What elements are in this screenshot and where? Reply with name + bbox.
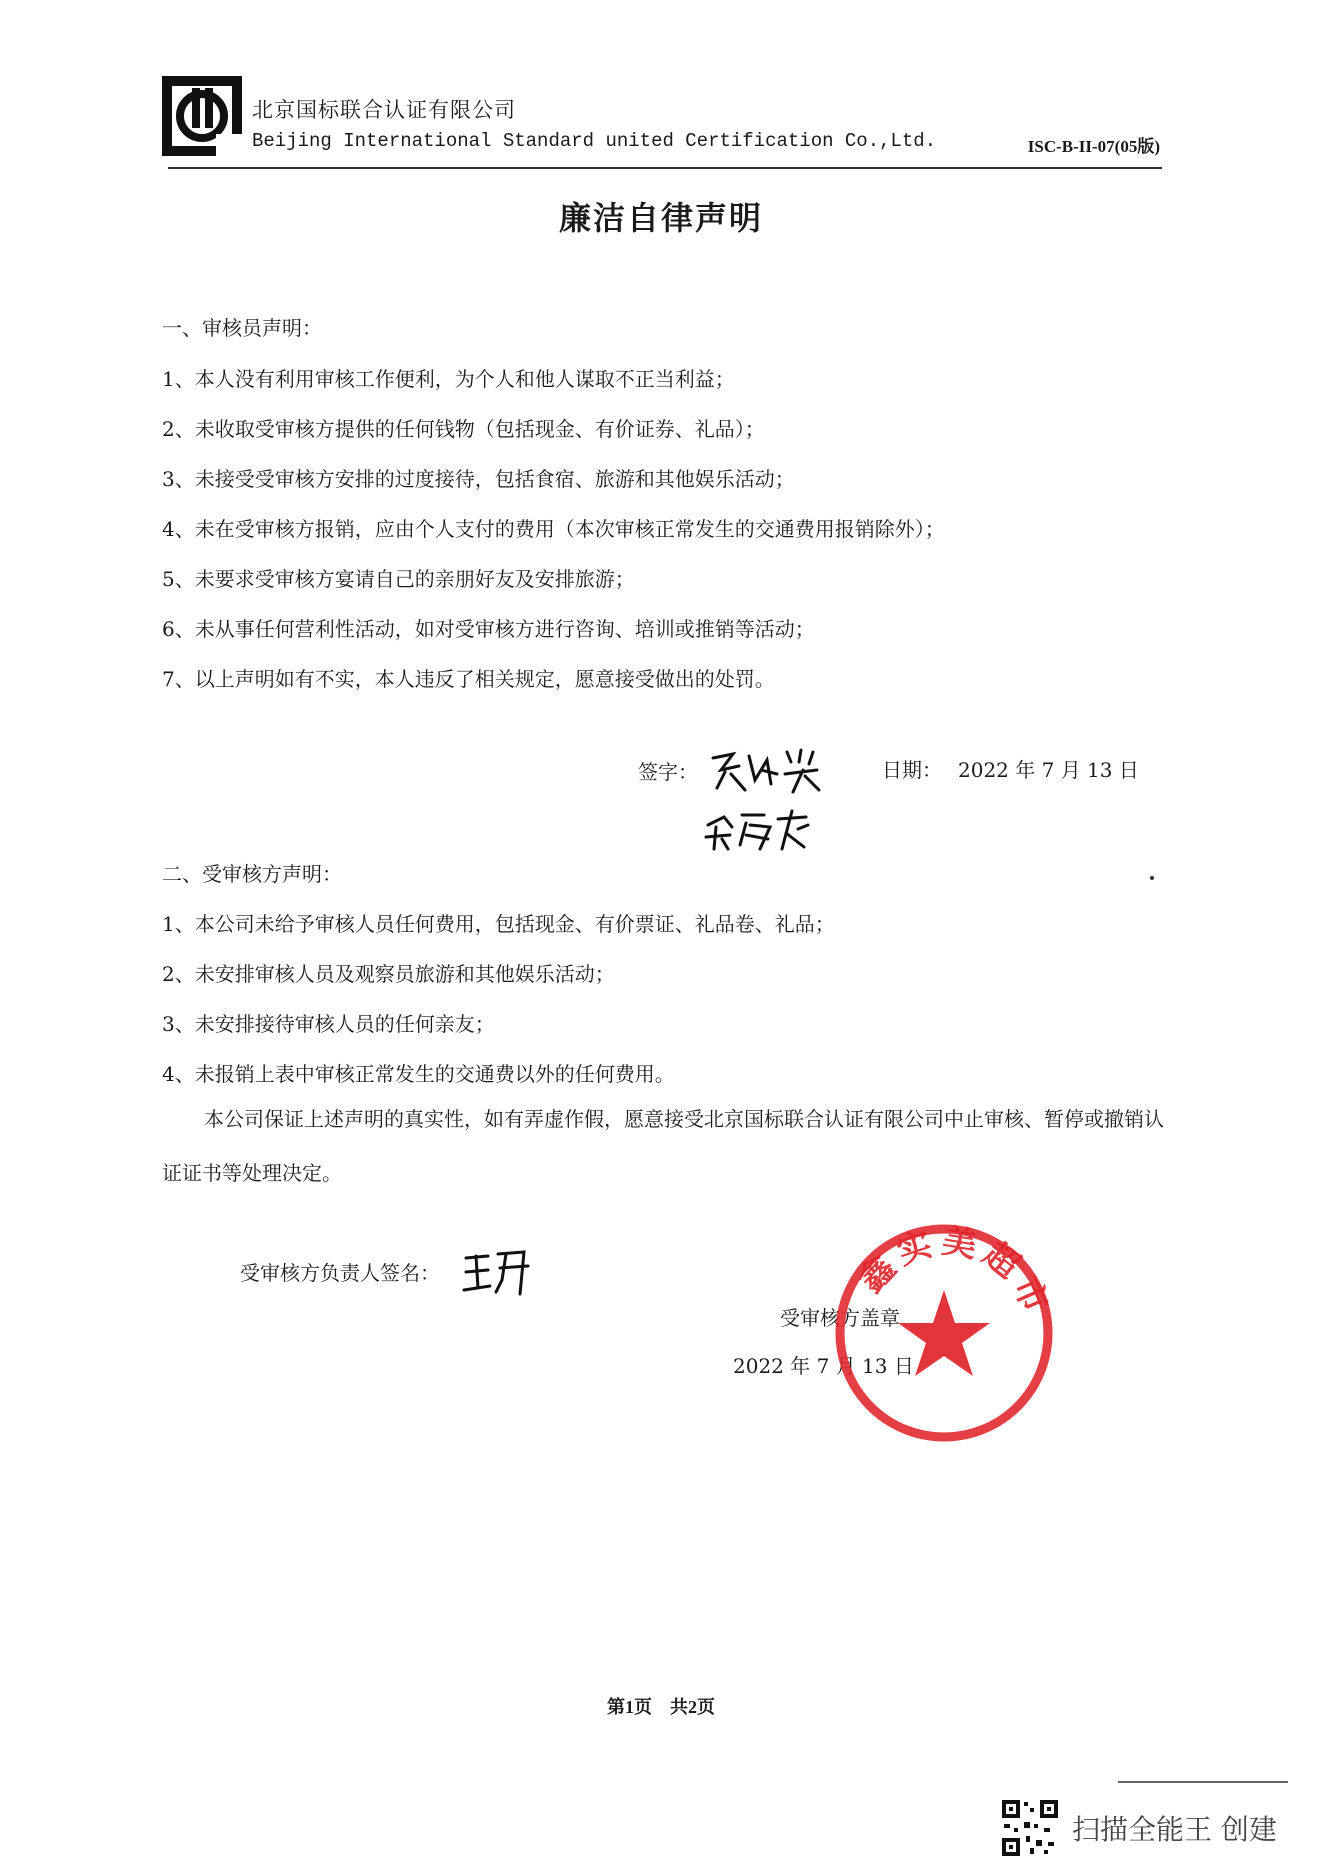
auditor-date-label: 日期： xyxy=(882,758,942,782)
speck xyxy=(1150,876,1154,880)
auditee-item: 1、本公司未给予审核人员任何费用，包括现金、有价票证、礼品卷、礼品； xyxy=(162,912,835,936)
company-seal xyxy=(830,1222,1058,1444)
auditor-date: 2022 年 7 月 13 日 xyxy=(958,758,1139,782)
auditor-item: 4、未在受审核方报销，应由个人支付的费用（本次审核正常发生的交通费用报销除外）； xyxy=(162,517,945,541)
auditee-item: 2、未安排审核人员及观察员旅游和其他娱乐活动； xyxy=(162,962,615,986)
company-name-en: Beijing International Standard united Certification Co.,Ltd. xyxy=(252,130,937,152)
auditor-item: 6、未从事任何营利性活动，如对受审核方进行咨询、培训或推销等活动； xyxy=(162,617,815,641)
auditor-section-heading: 一、审核员声明： xyxy=(162,316,322,340)
auditee-stamp-label: 受审核方盖章 xyxy=(780,1306,900,1330)
company-logo xyxy=(160,74,244,158)
auditee-date: 2022 年 7 月 13 日 xyxy=(733,1354,914,1378)
page-number: 第1页 共2页 xyxy=(607,1697,715,1717)
auditor-sign-label: 签字： xyxy=(638,760,698,784)
scanner-watermark: 扫描全能王 创建 xyxy=(1072,1813,1277,1846)
auditor-item: 7、以上声明如有不实，本人违反了相关规定，愿意接受做出的处罚。 xyxy=(162,667,775,691)
auditor-item: 1、本人没有利用审核工作便利，为个人和他人谋取不正当利益； xyxy=(162,367,735,391)
watermark-rule xyxy=(1118,1781,1288,1783)
auditor-signature-2 xyxy=(702,805,812,855)
company-name-cn: 北京国标联合认证有限公司 xyxy=(252,98,516,122)
auditor-item: 2、未收取受审核方提供的任何钱物（包括现金、有价证券、礼品）； xyxy=(162,417,765,441)
auditee-item: 3、未安排接待审核人员的任何亲友； xyxy=(162,1012,495,1036)
form-code: ISC-B-II-07(05版) xyxy=(1027,137,1160,156)
seal-text: 鑫实美超市 xyxy=(851,1222,1058,1325)
document-title: 廉洁自律声明 xyxy=(558,199,763,237)
auditee-sign-label: 受审核方负责人签名： xyxy=(240,1261,440,1285)
qr-code-icon xyxy=(1000,1798,1060,1858)
auditee-section-heading: 二、受审核方声明： xyxy=(162,862,342,886)
auditee-item: 4、未报销上表中审核正常发生的交通费以外的任何费用。 xyxy=(162,1062,675,1086)
auditor-item: 5、未要求受审核方宴请自己的亲朋好友及安排旅游； xyxy=(162,567,635,591)
auditee-guarantee: 本公司保证上述声明的真实性，如有弄虚作假，愿意接受北京国标联合认证有限公司中止审核、暂停或撤销认证证书等处理决定。 xyxy=(162,1107,1164,1185)
auditor-signature-1 xyxy=(705,740,825,800)
auditee-signature xyxy=(462,1248,534,1298)
header-divider xyxy=(168,167,1162,169)
auditor-item: 3、未接受受审核方安排的过度接待，包括食宿、旅游和其他娱乐活动； xyxy=(162,467,795,491)
